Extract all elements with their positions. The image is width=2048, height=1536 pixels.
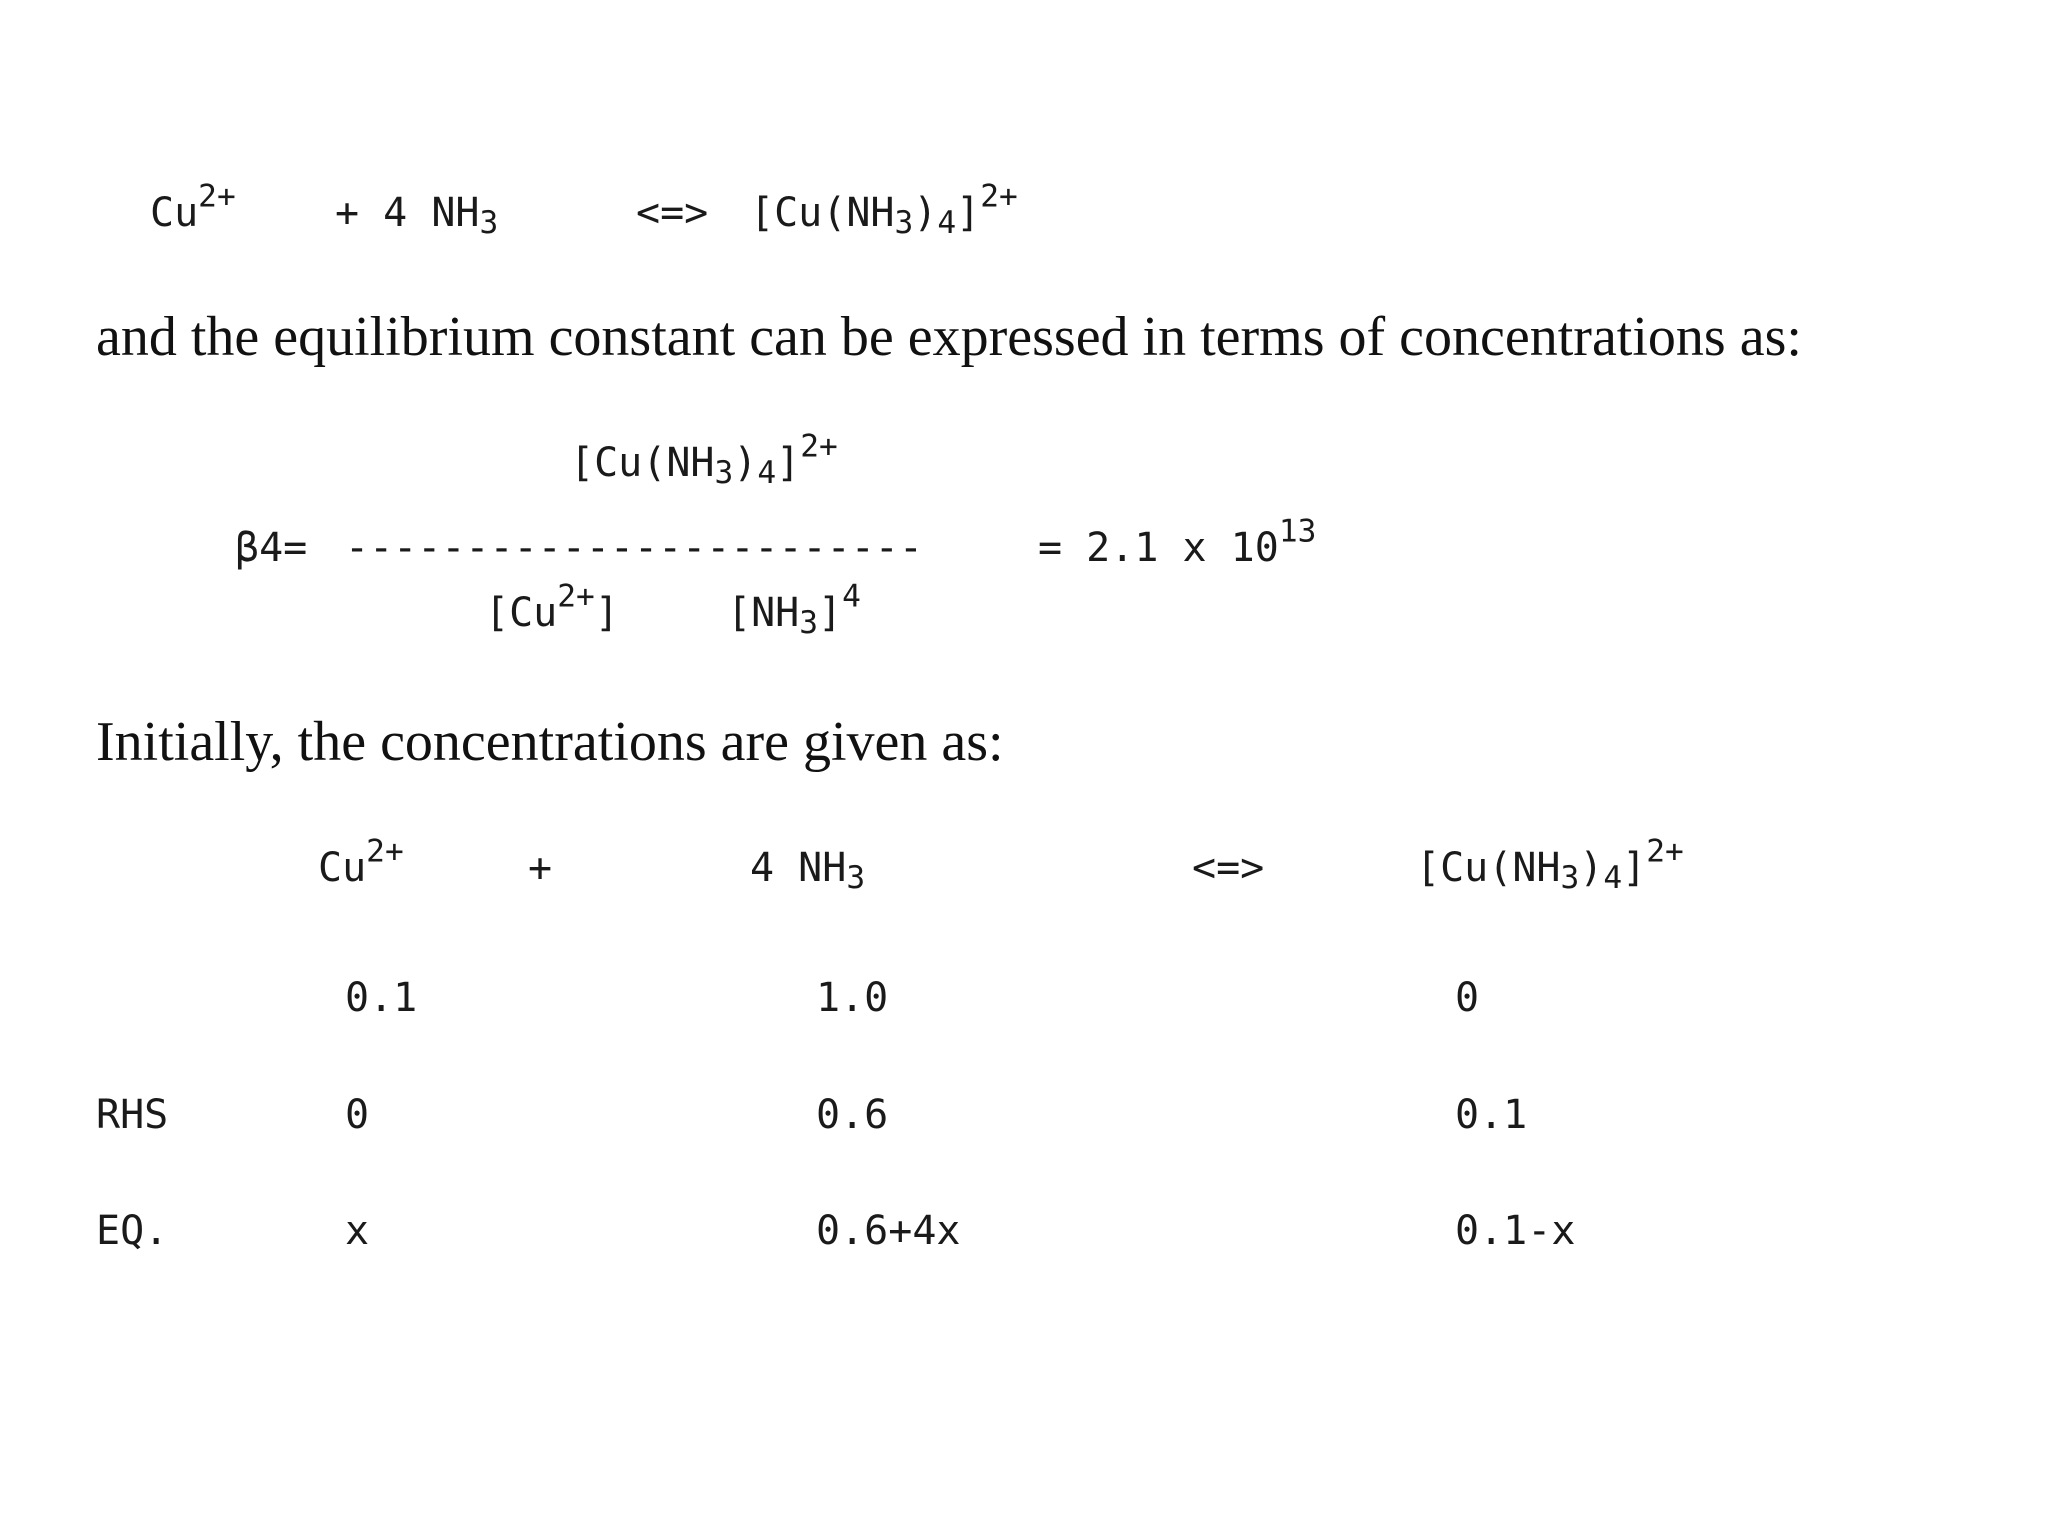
denominator-cu-close: ] xyxy=(594,590,619,636)
header-nh3-text: 4 NH xyxy=(750,845,847,891)
fraction-bar: ------------------------ xyxy=(345,525,923,571)
header-product-sub2: 4 xyxy=(1603,859,1623,896)
numerator-sub2: 4 xyxy=(757,454,777,491)
sentence-initial-concentrations: Initially, the concentrations are given as: xyxy=(96,711,1004,773)
reactant-copper-ion xyxy=(150,178,236,236)
header-product-close: ] xyxy=(1622,845,1647,891)
beta-value-mantissa: = 2.1 x 10 xyxy=(1038,525,1279,571)
product-charge: 2+ xyxy=(980,178,1018,215)
product-complex xyxy=(750,178,1018,241)
reactant-ammonia-text: + 4 NH xyxy=(335,190,480,236)
denominator-nh3-open: [NH xyxy=(727,590,800,636)
denominator-copper xyxy=(485,578,619,636)
equilibrium-arrow: <=> xyxy=(636,190,709,236)
header-product xyxy=(1416,833,1684,896)
row-label: EQ. xyxy=(96,1208,169,1254)
product-sub1: 3 xyxy=(894,204,914,241)
header-product-mid: ) xyxy=(1579,845,1604,891)
reactant-copper-symbol: Cu xyxy=(150,190,199,236)
numerator-sub1: 3 xyxy=(714,454,734,491)
numerator-close: ] xyxy=(776,440,801,486)
reactant-copper-charge: 2+ xyxy=(198,178,236,215)
reactant-ammonia xyxy=(335,190,499,241)
beta-numerator xyxy=(570,428,838,491)
numerator-charge: 2+ xyxy=(800,428,838,465)
product-open: [Cu(NH xyxy=(750,190,895,236)
denominator-nh3-close: ] xyxy=(818,590,843,636)
cell-ammonia: 1.0 xyxy=(816,975,889,1021)
product-mid: ) xyxy=(913,190,938,236)
header-cu-charge: 2+ xyxy=(366,833,404,870)
cell-product: 0.1 xyxy=(1455,1092,1528,1138)
denominator-cu-open: [Cu xyxy=(485,590,558,636)
cell-copper: 0 xyxy=(345,1092,370,1138)
cell-product: 0 xyxy=(1455,975,1480,1021)
row-label: RHS xyxy=(96,1092,169,1138)
product-sub2: 4 xyxy=(937,204,957,241)
numerator-open: [Cu(NH xyxy=(570,440,715,486)
product-close: ] xyxy=(956,190,981,236)
header-product-open: [Cu(NH xyxy=(1416,845,1561,891)
reactant-ammonia-subscript: 3 xyxy=(479,204,499,241)
beta-value-exponent: 13 xyxy=(1278,513,1317,550)
header-plus: + xyxy=(528,845,553,891)
cell-ammonia: 0.6+4x xyxy=(816,1208,961,1254)
cell-copper: x xyxy=(345,1208,370,1254)
header-product-sub1: 3 xyxy=(1560,859,1580,896)
numerator-mid: ) xyxy=(733,440,758,486)
header-cu-base: Cu xyxy=(318,845,367,891)
denominator-nh3-power: 4 xyxy=(842,578,861,615)
cell-copper: 0.1 xyxy=(345,975,418,1021)
denominator-nh3-sub: 3 xyxy=(799,604,819,641)
header-nh3-sub: 3 xyxy=(846,859,866,896)
sentence-equilibrium-constant: and the equilibrium constant can be expressed in terms of concentrations as: xyxy=(96,306,1802,368)
beta-symbol: β4= xyxy=(235,525,308,571)
denominator-ammonia xyxy=(727,578,861,641)
beta-value xyxy=(1038,513,1317,571)
header-copper-ion xyxy=(318,833,404,891)
cell-product: 0.1-x xyxy=(1455,1208,1576,1254)
header-ammonia xyxy=(750,845,866,896)
header-arrow: <=> xyxy=(1192,845,1265,891)
cell-ammonia: 0.6 xyxy=(816,1092,889,1138)
header-product-charge: 2+ xyxy=(1646,833,1684,870)
denominator-cu-charge: 2+ xyxy=(557,578,595,615)
